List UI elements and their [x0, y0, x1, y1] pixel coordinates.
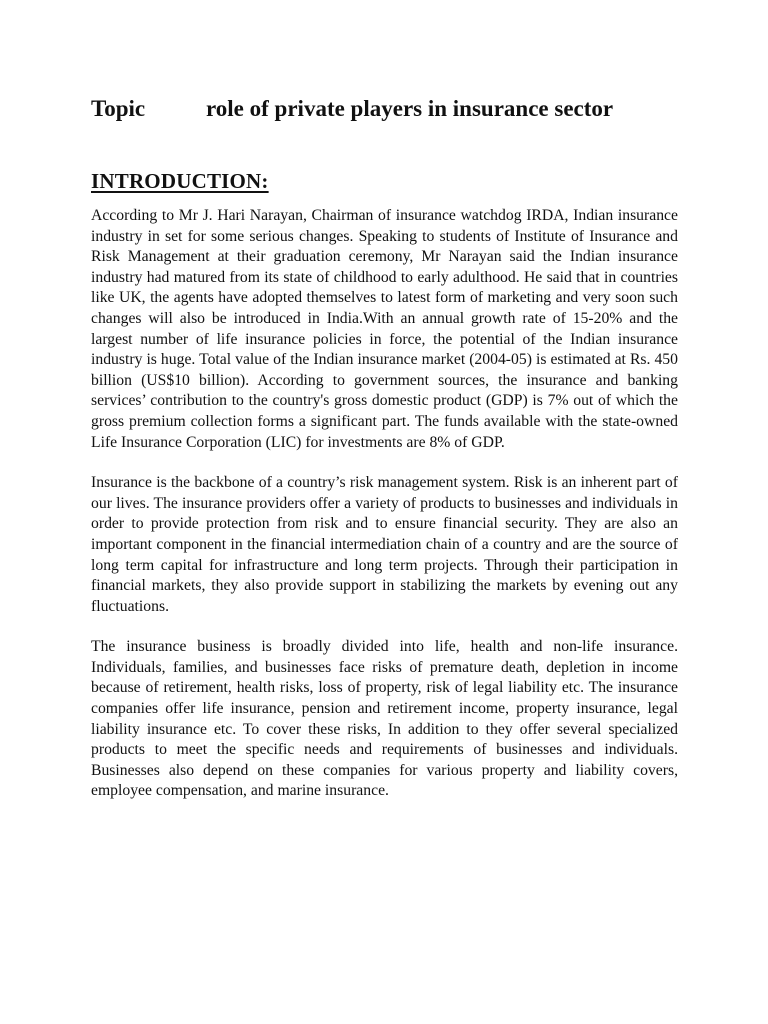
title-text: role of private players in insurance sector — [206, 96, 614, 121]
document-title — [91, 92, 678, 126]
section-heading: INTRODUCTION: — [91, 169, 269, 193]
title-label: Topic — [91, 96, 146, 121]
paragraph-risk-management: Insurance is the backbone of a country’s risk management system. Risk is an inherent part of our lives. The insurance providers offer a variety of products to businesses and individuals in order to provide protection from risk and to ensure financial security. They are also an important component in the financial intermediation chain of a country and are the source of long term capital for infrastructure and long term projects. Through their participation in financial markets, they also provide support in stabilizing the markets by evening out any fluctuations. — [91, 474, 678, 615]
paragraph-insurance-business: The insurance business is broadly divided into life, health and non-life insurance. Individuals, families, and businesses face risks of premature death, depletion in income because of retirement, health risks, loss of property, risk of legal liability etc. The insurance companies offer life insurance, pension and retirement income, property insurance, legal liability insurance etc. To cover these risks, In addition to they offer several specialized products to meet the specific needs and requirements of businesses and individuals. Businesses also depend on these companies for various property and liability covers, employee compensation, and marine insurance. — [91, 638, 678, 800]
paragraph-introduction: According to Mr J. Hari Narayan, Chairman of insurance watchdog IRDA, Indian insurance industry in set for some serious changes. Speaking to students of Institute of Insurance and Risk Management at their graduation ceremony, Mr Narayan said the Indian insurance industry had matured from its state of childhood to early adulthood. He said that in countries like UK, the agents have adopted themselves to latest form of marketing and very soon such changes will also be introduced in India.With an annual growth rate of 15-20% and the largest number of life insurance policies in force, the potential of the Indian insurance industry is huge. Total value of the Indian insurance market (2004-05) is estimated at Rs. 450 billion (US$10 billion). According to government sources, the insurance and banking services’ contribution to the country's gross domestic product (GDP) is 7% out of which the gross premium collection forms a significant part. The funds available with the state-owned Life Insurance Corporation (LIC) for investments are 8% of GDP. — [91, 207, 678, 451]
